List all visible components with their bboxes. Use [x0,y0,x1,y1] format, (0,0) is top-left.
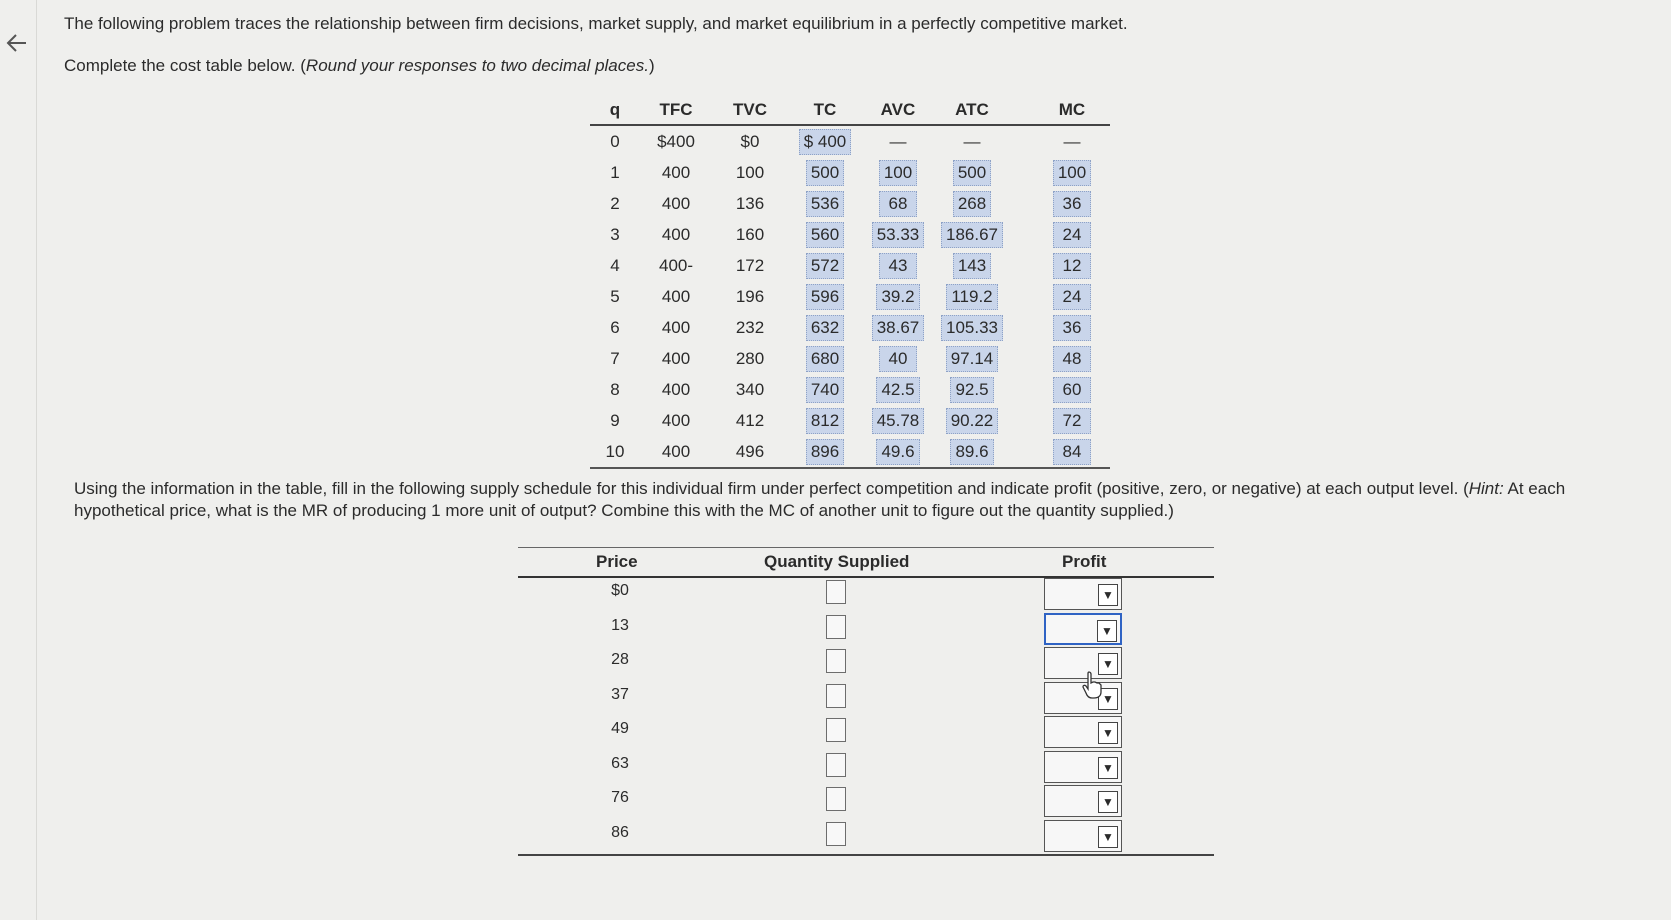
dropdown-arrow-icon[interactable]: ▼ [1098,757,1118,779]
supply-schedule [518,547,1214,856]
profit-dropdown[interactable] [1044,820,1122,852]
supply-row [518,682,1214,717]
cell-avc [862,219,934,250]
profit-dropdown[interactable] [1044,578,1122,610]
cell-avc [862,157,934,188]
avc-input-value[interactable]: 68 [879,191,917,217]
cell-gap [1010,250,1034,281]
cost-row [590,343,1110,374]
cell-gap [1010,312,1034,343]
cell-tfc [640,188,712,219]
header-profit: Profit [1062,552,1107,571]
supply-row [518,647,1214,682]
avc-input-value[interactable]: 40 [879,346,917,372]
cell-tvc [712,312,788,343]
header-tfc: TFC [640,96,712,125]
avc-input-value[interactable]: 39.2 [876,284,919,310]
tfc-value: $400 [657,131,695,151]
tc-input-value[interactable]: 740 [806,377,844,403]
header-mc: MC [1034,96,1110,125]
cell-gap [1010,188,1034,219]
price-value: 86 [611,823,629,841]
q-value: 5 [610,286,620,306]
price-value: 76 [611,789,629,806]
cell-tfc [640,281,712,312]
cell-tc [788,188,862,219]
cell-atc [934,436,1010,468]
q-value: 7 [610,348,620,368]
quantity-supplied-input[interactable] [826,787,846,811]
cell-avc [862,343,934,374]
cell-tvc [712,188,788,219]
tvc-value: 340 [735,379,765,399]
cell-tvc [712,374,788,405]
cell-mc [1034,343,1110,374]
cell-gap [1010,374,1034,405]
cost-row [590,188,1110,219]
q-value: 1 [610,162,620,182]
dropdown-arrow-icon[interactable]: ▼ [1098,722,1118,744]
profit-dropdown[interactable] [1044,785,1122,817]
cell-tfc [640,343,712,374]
dropdown-arrow-icon[interactable]: ▼ [1098,826,1118,848]
tfc-value: 400 [661,410,691,430]
cost-row [590,312,1110,343]
q-value: 8 [610,379,620,399]
price-value: 13 [611,616,629,634]
cell-atc [934,157,1010,188]
cell-q [590,312,640,343]
tvc-value: 232 [735,317,765,337]
cost-row [590,374,1110,405]
dropdown-arrow-icon[interactable]: ▼ [1098,791,1118,813]
atc-input-value[interactable]: 186.67 [941,222,1003,248]
cost-row [590,436,1110,468]
atc-value: — [963,131,981,151]
q-value: 3 [610,224,620,244]
tvc-value: $0 [740,131,760,151]
quantity-supplied-input[interactable] [826,684,846,708]
cell-mc [1034,405,1110,436]
q-value: 9 [610,410,620,430]
avc-input-value[interactable]: 49.6 [876,439,919,465]
back-arrow-icon[interactable] [4,30,30,56]
cell-atc [934,281,1010,312]
cell-mc [1034,436,1110,468]
cell-atc [934,125,1010,157]
cell-mc [1034,188,1110,219]
mc-input-value[interactable]: 72 [1053,408,1091,434]
mc-input-value[interactable]: 84 [1053,439,1091,465]
cell-atc [934,405,1010,436]
cell-gap [1010,436,1034,468]
header-tc: TC [788,96,862,125]
cell-mc [1034,281,1110,312]
quantity-supplied-input[interactable] [826,580,846,604]
cell-tfc [640,125,712,157]
cell-q [590,436,640,468]
tvc-value: 172 [735,255,765,275]
cell-mc [1034,219,1110,250]
cell-avc [862,405,934,436]
dropdown-arrow-icon[interactable]: ▼ [1098,688,1118,710]
cell-tvc [712,436,788,468]
cell-tc [788,374,862,405]
cost-row [590,125,1110,157]
atc-input-value[interactable]: 92.5 [950,377,993,403]
header-avc: AVC [862,96,934,125]
dropdown-arrow-icon[interactable]: ▼ [1097,620,1117,642]
cell-tvc [712,405,788,436]
tc-input-value[interactable]: 680 [806,346,844,372]
tvc-value: 160 [735,224,765,244]
mc-input-value[interactable]: 100 [1053,160,1091,186]
cell-tvc [712,250,788,281]
cell-q [590,125,640,157]
tfc-value: 400 [661,162,691,182]
quantity-supplied-input[interactable] [826,753,846,777]
tc-input-value[interactable]: 536 [806,191,844,217]
cell-avc [862,374,934,405]
cell-gap [1010,405,1034,436]
tc-input-value[interactable]: 596 [806,284,844,310]
supply-row [518,716,1214,751]
cell-tvc [712,125,788,157]
profit-dropdown[interactable] [1044,613,1122,645]
supply-row [518,578,1214,613]
cell-avc [862,125,934,157]
cell-mc [1034,374,1110,405]
cell-q [590,405,640,436]
q-value: 6 [610,317,620,337]
instructions: Complete the cost table below. (Round your responses to two decimal places.) [64,56,655,75]
header-gap [1010,96,1034,125]
header-price: Price [596,552,638,571]
cell-q [590,188,640,219]
cell-tfc [640,405,712,436]
header-atc: ATC [934,96,1010,125]
atc-input-value[interactable]: 97.14 [946,346,999,372]
cell-gap [1010,281,1034,312]
cell-avc [862,250,934,281]
tfc-value: 400 [661,348,691,368]
avc-value: — [889,131,907,151]
cell-tc [788,250,862,281]
cell-q [590,250,640,281]
cell-tc [788,157,862,188]
quantity-supplied-input[interactable] [826,649,846,673]
avc-input-value[interactable]: 43 [879,253,917,279]
atc-input-value[interactable]: 90.22 [946,408,999,434]
tvc-value: 412 [735,410,765,430]
cell-mc [1034,250,1110,281]
cell-avc [862,281,934,312]
tc-input-value[interactable]: $ 400 [799,129,852,155]
supply-row [518,751,1214,786]
cost-row [590,219,1110,250]
q-value: 10 [605,441,625,461]
avc-input-value[interactable]: 42.5 [876,377,919,403]
mc-input-value[interactable]: 24 [1053,222,1091,248]
cell-q [590,219,640,250]
cell-tc [788,281,862,312]
intro-text: The following problem traces the relationship between firm decisions, market supply, and market equilibrium in a perfectly competitive market. [64,14,1128,33]
cell-gap [1010,157,1034,188]
tc-input-value[interactable]: 896 [806,439,844,465]
profit-dropdown[interactable] [1044,716,1122,748]
cell-tfc [640,219,712,250]
quantity-supplied-input[interactable] [826,822,846,846]
tvc-value: 100 [735,162,765,182]
hand-cursor-icon [1080,670,1106,700]
cell-tvc [712,157,788,188]
cell-tfc [640,374,712,405]
mc-input-value[interactable]: 36 [1053,315,1091,341]
cell-tfc [640,436,712,468]
cell-atc [934,219,1010,250]
supply-row [518,613,1214,648]
cell-avc [862,436,934,468]
supply-row [518,785,1214,820]
cell-mc [1034,312,1110,343]
cell-tc [788,219,862,250]
cell-tfc [640,157,712,188]
cell-gap [1010,125,1034,157]
cell-atc [934,188,1010,219]
profit-dropdown[interactable] [1044,751,1122,783]
quantity-supplied-input[interactable] [826,615,846,639]
cell-tvc [712,281,788,312]
tc-input-value[interactable]: 572 [806,253,844,279]
header-tvc: TVC [712,96,788,125]
tc-input-value[interactable]: 812 [806,408,844,434]
cell-q [590,374,640,405]
avc-input-value[interactable]: 100 [879,160,917,186]
tfc-value: 400 [661,441,691,461]
quantity-supplied-input[interactable] [826,718,846,742]
atc-input-value[interactable]: 268 [953,191,991,217]
cell-tc [788,312,862,343]
price-value: 37 [611,685,629,703]
cost-table [590,96,1110,469]
mc-input-value[interactable]: 24 [1053,284,1091,310]
cell-mc [1034,157,1110,188]
cell-gap [1010,219,1034,250]
tc-input-value[interactable]: 560 [806,222,844,248]
cell-tfc [640,250,712,281]
cell-avc [862,188,934,219]
price-value: $0 [611,582,629,599]
cell-tvc [712,219,788,250]
mc-input-value[interactable]: 48 [1053,346,1091,372]
dropdown-arrow-icon[interactable]: ▼ [1098,653,1118,675]
supply-question: Using the information in the table, fill in the following supply schedule for this individual firm under perfect competition and indicate profit (positive, zero, or negative) at each output level. (Hint: At each hypothetical price, what is the MR of producing 1 more unit of output? Combine this with the MC of another unit to figure out the quantity supplied.) [74,479,1566,520]
cost-row [590,405,1110,436]
avc-input-value[interactable]: 53.33 [872,222,925,248]
tvc-value: 136 [735,193,765,213]
price-value: 49 [611,720,629,737]
q-value: 2 [610,193,620,213]
supply-header [518,547,1214,578]
cell-tc [788,436,862,468]
atc-input-value[interactable]: 119.2 [946,284,997,310]
cell-tc [788,405,862,436]
tc-input-value[interactable]: 632 [806,315,844,341]
tfc-value: 400 [661,317,691,337]
cost-row [590,157,1110,188]
tfc-value: 400 [661,193,691,213]
cost-row [590,250,1110,281]
atc-input-value[interactable]: 143 [953,253,991,279]
cell-q [590,281,640,312]
cell-tc [788,125,862,157]
cost-row [590,281,1110,312]
tfc-value: 400 [661,286,691,306]
avc-input-value[interactable]: 45.78 [872,408,925,434]
left-divider [36,0,37,920]
atc-input-value[interactable]: 105.33 [941,315,1003,341]
q-value: 4 [610,255,620,275]
atc-input-value[interactable]: 89.6 [950,439,993,465]
cell-gap [1010,343,1034,374]
mc-input-value[interactable]: 60 [1053,377,1091,403]
cell-mc [1034,125,1110,157]
price-value: 28 [611,651,629,668]
avc-input-value[interactable]: 38.67 [872,315,925,341]
cell-atc [934,312,1010,343]
supply-row [518,820,1214,855]
tfc-value: 400- [658,255,694,275]
cell-atc [934,250,1010,281]
cell-avc [862,312,934,343]
price-value: 63 [611,754,629,772]
cell-atc [934,343,1010,374]
tc-input-value[interactable]: 500 [806,160,844,186]
dropdown-arrow-icon[interactable]: ▼ [1098,584,1118,606]
tvc-value: 196 [735,286,765,306]
tfc-value: 400 [661,224,691,244]
tvc-value: 280 [735,348,765,368]
cell-tvc [712,343,788,374]
cell-q [590,157,640,188]
cell-atc [934,374,1010,405]
cell-tfc [640,312,712,343]
header-q: q [590,96,640,125]
mc-input-value[interactable]: 36 [1053,191,1091,217]
tvc-value: 496 [735,441,765,461]
cell-q [590,343,640,374]
q-value: 0 [610,131,620,151]
atc-input-value[interactable]: 500 [953,160,991,186]
cell-tc [788,343,862,374]
header-quantity-supplied: Quantity Supplied [764,552,910,571]
mc-input-value[interactable]: 12 [1053,253,1091,279]
mc-value: — [1063,131,1081,151]
tfc-value: 400 [661,379,691,399]
